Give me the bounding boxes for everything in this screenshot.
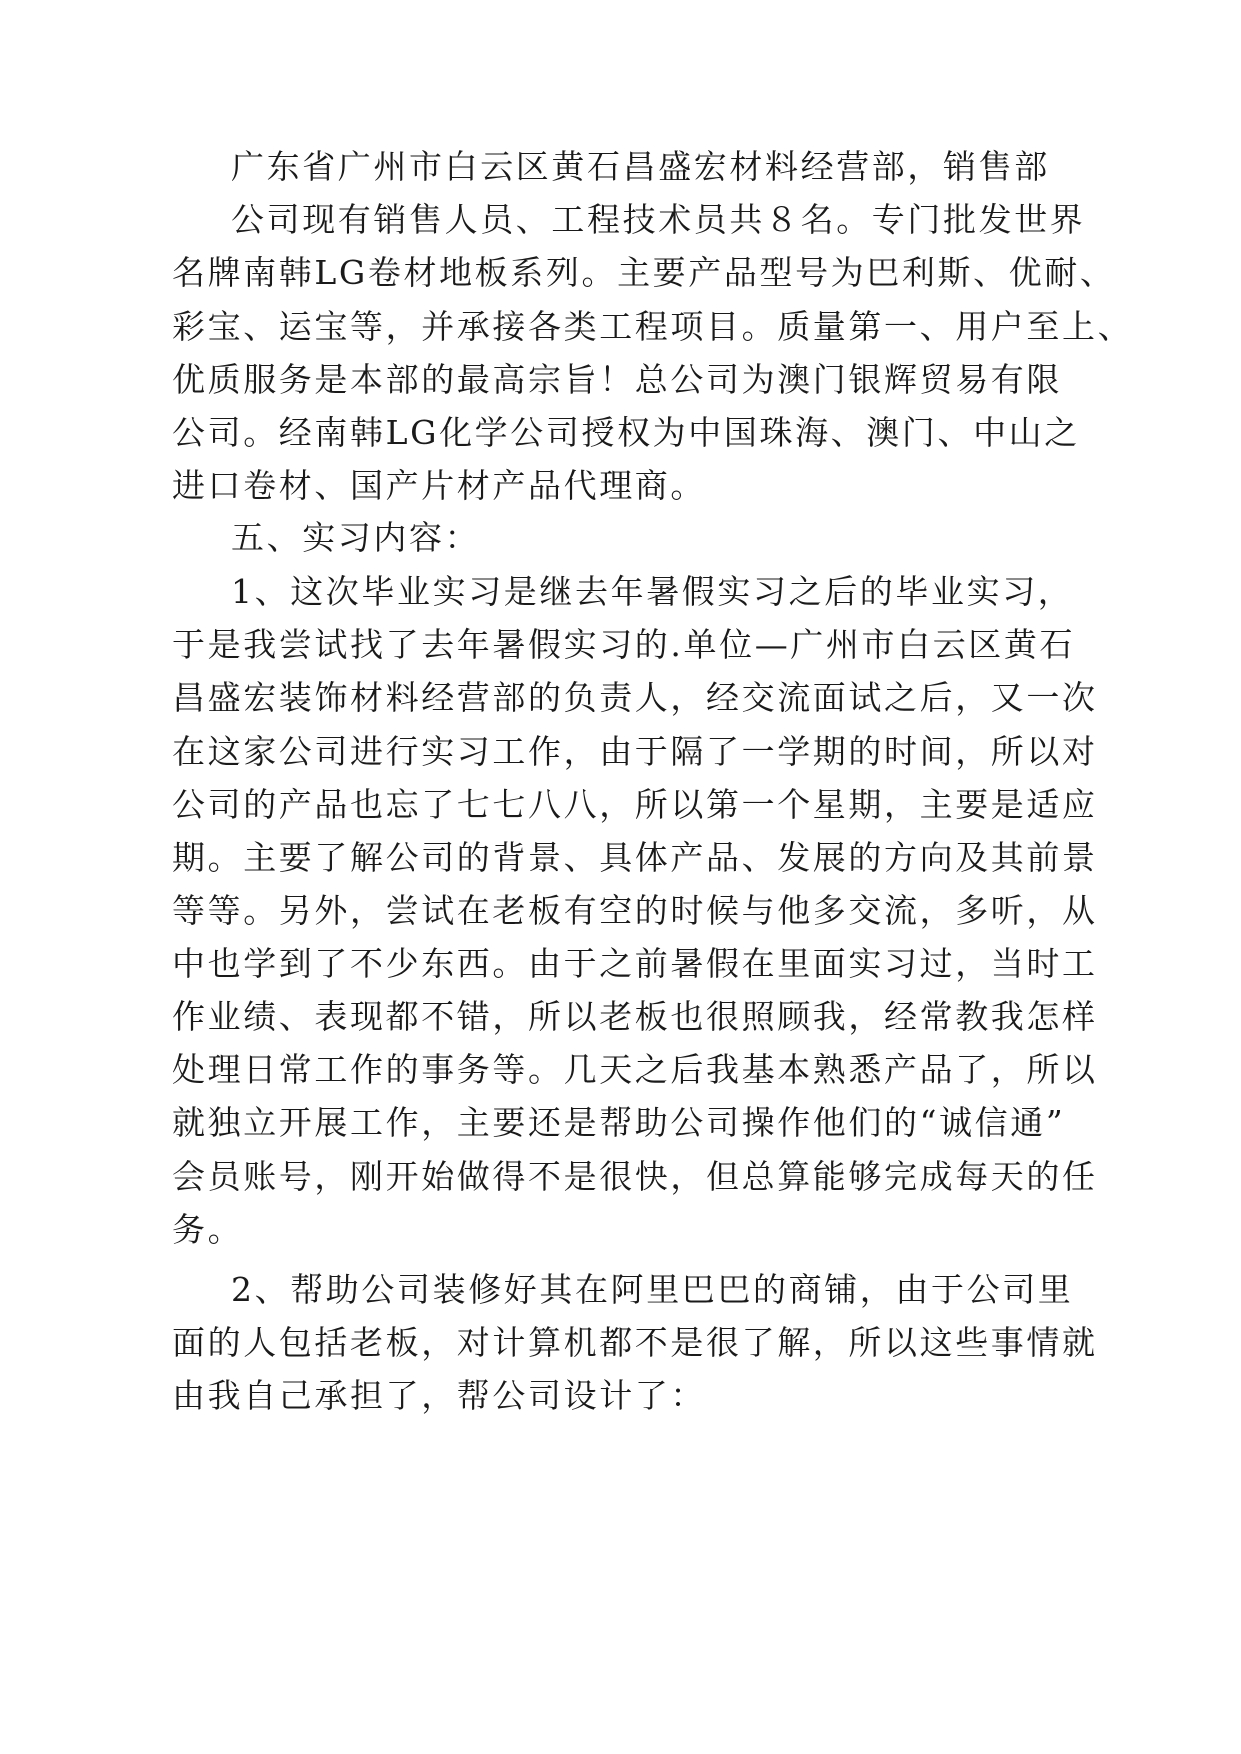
text-line: 进口卷材、国产片材产品代理商。: [172, 466, 706, 505]
text-line: 1、这次毕业实习是继去年暑假实习之后的毕业实习，: [231, 572, 1074, 611]
text-line: 广东省广州市白云区黄石昌盛宏材料经营部，销售部: [231, 147, 1050, 186]
text-line: 公司现有销售人员、工程技术员共８名。专门批发世界: [231, 200, 1086, 239]
text-line: 作业绩、表现都不错，所以老板也很照顾我，经常教我怎样: [172, 997, 1098, 1036]
text-line: 等等。另外，尝试在老板有空的时候与他多交流，多听，从: [172, 891, 1098, 930]
text-line: 公司。经南韩LG化学公司授权为中国珠海、澳门、中山之: [172, 413, 1080, 452]
text-line: 就独立开展工作，主要还是帮助公司操作他们的“诚信通”: [172, 1103, 1066, 1142]
text-line: 中也学到了不少东西。由于之前暑假在里面实习过，当时工: [172, 944, 1098, 983]
text-line: 在这家公司进行实习工作，由于隔了一学期的时间，所以对: [172, 732, 1098, 771]
text-line: 公司的产品也忘了七七八八，所以第一个星期，主要是适应: [172, 785, 1098, 824]
text-line: 昌盛宏装饰材料经营部的负责人，经交流面试之后，又一次: [172, 678, 1098, 717]
text-line: 面的人包括老板，对计算机都不是很了解，所以这些事情就: [172, 1323, 1098, 1362]
text-line: 优质服务是本部的最高宗旨！总公司为澳门银辉贸易有限: [172, 360, 1062, 399]
section-heading: 五、实习内容：: [231, 518, 481, 557]
text-line: 务。: [172, 1210, 244, 1249]
text-line: 期。主要了解公司的背景、具体产品、发展的方向及其前景: [172, 838, 1098, 877]
text-line: 处理日常工作的事务等。几天之后我基本熟悉产品了，所以: [172, 1050, 1098, 1089]
text-line: 彩宝、运宝等，并承接各类工程项目。质量第一、用户至上、: [172, 307, 1134, 346]
text-line: 名牌南韩LG卷材地板系列。主要产品型号为巴利斯、优耐、: [172, 253, 1116, 292]
text-line: 由我自己承担了，帮公司设计了：: [172, 1376, 706, 1415]
text-line: 2、帮助公司装修好其在阿里巴巴的商铺，由于公司里: [231, 1270, 1074, 1309]
text-line: 会员账号，刚开始做得不是很快，但总算能够完成每天的任: [172, 1157, 1098, 1196]
text-line: 于是我尝试找了去年暑假实习的.单位—广州市白云区黄石: [172, 625, 1076, 664]
